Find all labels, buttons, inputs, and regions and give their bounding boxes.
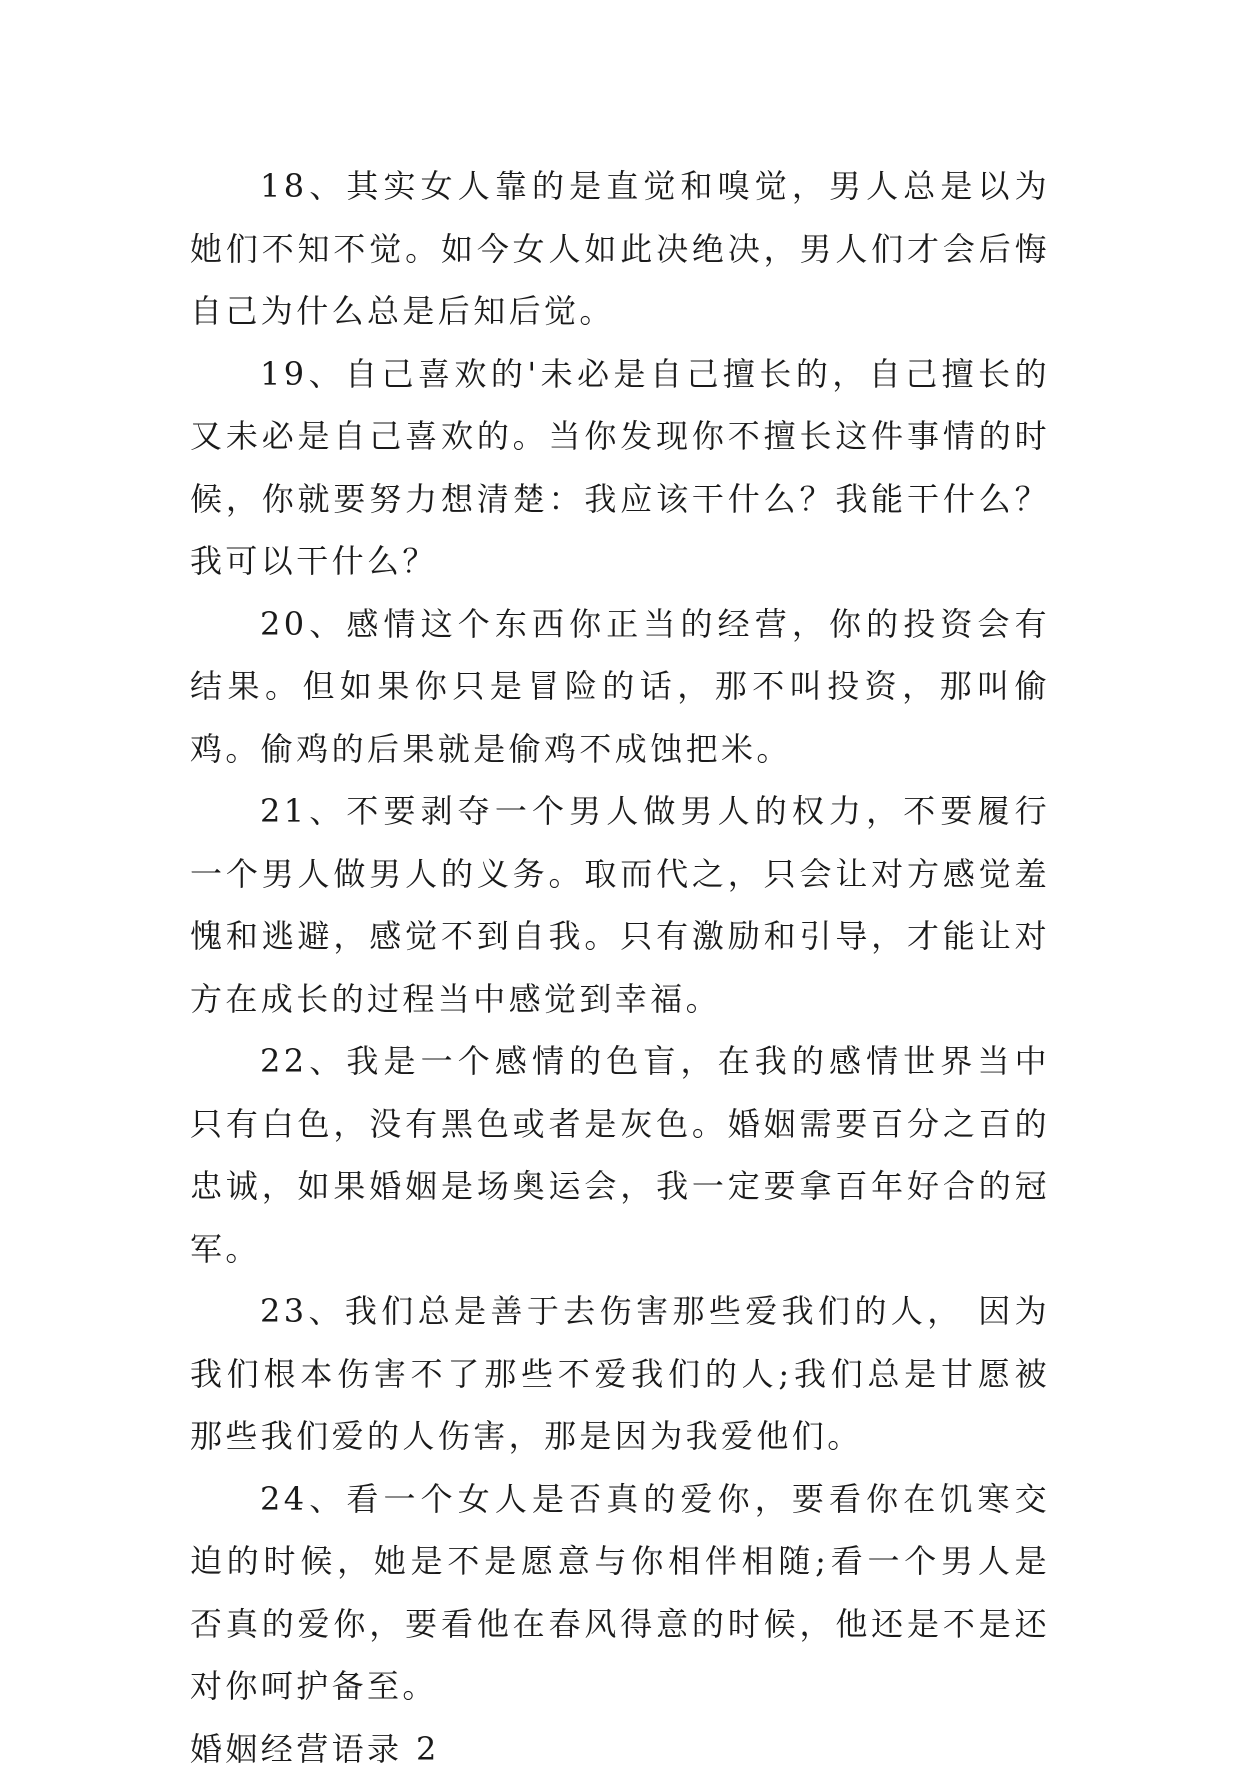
- paragraph-21: 21、不要剥夺一个男人做男人的权力，不要履行一个男人做男人的义务。取而代之，只会让对方感觉羞愧和逃避，感觉不到自我。只有激励和引导，才能让对方在成长的过程当中感觉到幸福。: [190, 780, 1050, 1030]
- paragraph-19: 19、自己喜欢的'未必是自己擅长的，自己擅长的又未必是自己喜欢的。当你发现你不擅长这件事情的时候，你就要努力想清楚：我应该干什么？我能干什么？我可以干什么？: [190, 343, 1050, 593]
- section-heading: 婚姻经营语录 2: [190, 1718, 1050, 1780]
- paragraph-24: 24、看一个女人是否真的爱你，要看你在饥寒交迫的时候，她是不是愿意与你相伴相随;看一个男人是否真的爱你，要看他在春风得意的时候，他还是不是还对你呵护备至。: [190, 1468, 1050, 1718]
- document-body: [190, 155, 1050, 1780]
- paragraph-23: 23、我们总是善于去伤害那些爱我们的人， 因为我们根本伤害不了那些不爱我们的人;我们总是甘愿被那些我们爱的人伤害，那是因为我爱他们。: [190, 1280, 1050, 1468]
- paragraph-18: 18、其实女人靠的是直觉和嗅觉，男人总是以为她们不知不觉。如今女人如此决绝决，男人们才会后悔自己为什么总是后知后觉。: [190, 155, 1050, 343]
- paragraph-20: 20、感情这个东西你正当的经营，你的投资会有结果。但如果你只是冒险的话，那不叫投资，那叫偷鸡。偷鸡的后果就是偷鸡不成蚀把米。: [190, 593, 1050, 781]
- paragraph-22: 22、我是一个感情的色盲，在我的感情世界当中只有白色，没有黑色或者是灰色。婚姻需要百分之百的忠诚，如果婚姻是场奥运会，我一定要拿百年好合的冠军。: [190, 1030, 1050, 1280]
